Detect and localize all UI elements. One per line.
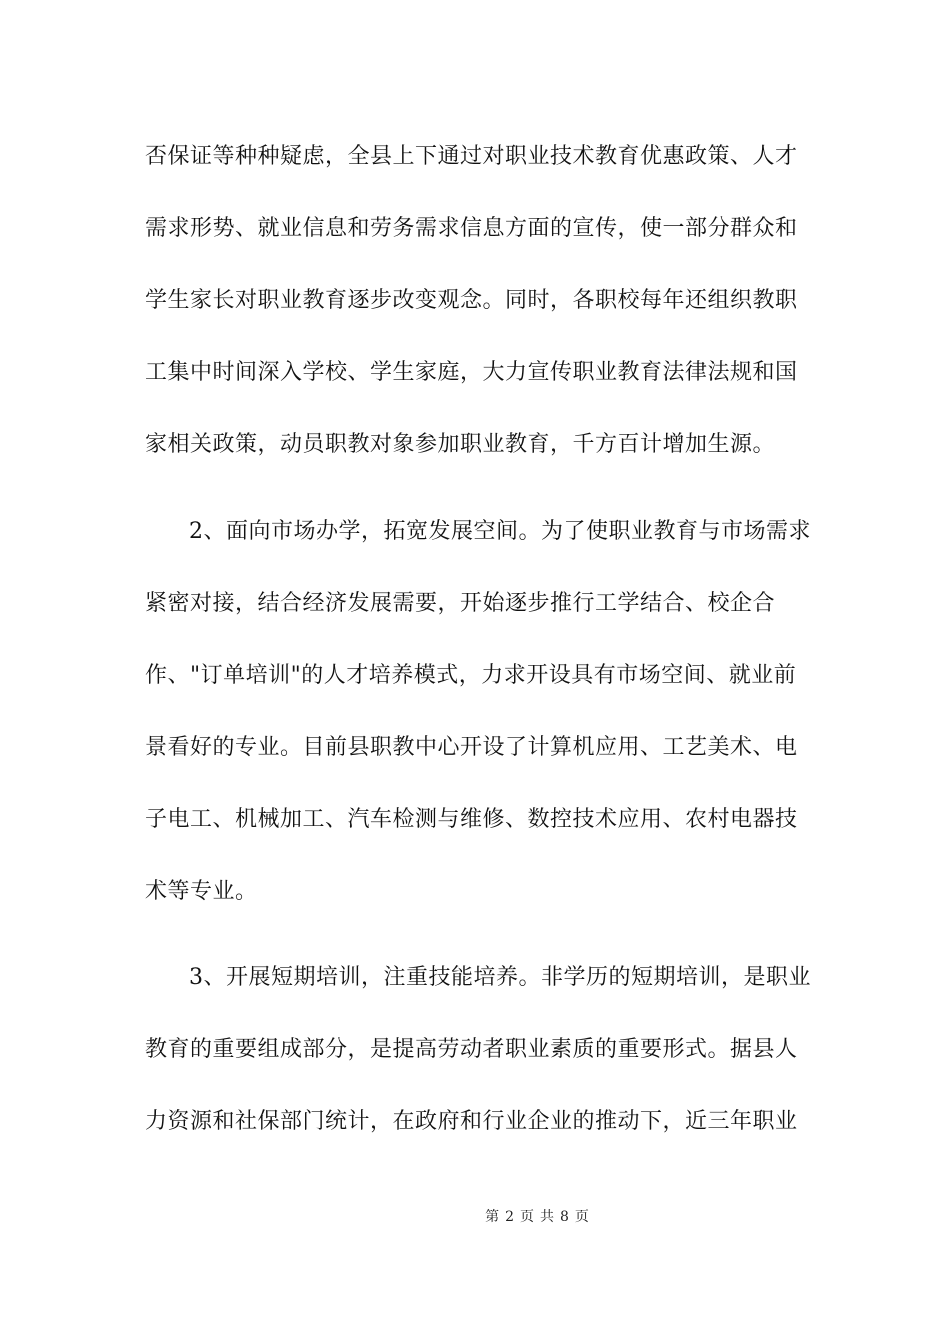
footer-suffix: 页 bbox=[574, 1209, 589, 1225]
page-footer bbox=[0, 1208, 950, 1226]
text-line: 家相关政策，动员职教对象参加职业教育，千方百计增加生源。 bbox=[145, 432, 776, 457]
text-line: 学生家长对职业教育逐步改变观念。同时，各职校每年还组织教职 bbox=[145, 288, 798, 313]
text-line: 需求形势、就业信息和劳务需求信息方面的宣传，使一部分群众和 bbox=[145, 216, 798, 241]
text-line: 否保证等种种疑虑，全县上下通过对职业技术教育优惠政策、人才 bbox=[145, 144, 798, 169]
footer-page-word: 页 bbox=[520, 1209, 534, 1225]
text-line: 教育的重要组成部分，是提高劳动者职业素质的重要形式。据县人 bbox=[145, 1037, 798, 1062]
text-line: 作、"订单培训"的人才培养模式，力求开设具有市场空间、就业前 bbox=[145, 663, 797, 688]
footer-total-prefix: 共 bbox=[540, 1209, 554, 1225]
text-line: 子电工、机械加工、汽车检测与维修、数控技术应用、农村电器技 bbox=[145, 807, 798, 832]
paragraph-start-line: 3、开展短期培训，注重技能培养。非学历的短期培训，是职业 bbox=[189, 965, 811, 990]
text-line: 术等专业。 bbox=[145, 879, 258, 904]
text-line: 工集中时间深入学校、学生家庭，大力宣传职业教育法律法规和国 bbox=[145, 360, 798, 385]
footer-current-page: 2 bbox=[505, 1209, 514, 1225]
text-line: 景看好的专业。目前县职教中心开设了计算机应用、工艺美术、电 bbox=[145, 735, 798, 760]
footer-prefix: 第 bbox=[485, 1209, 500, 1225]
paragraph-start-line: 2、面向市场办学，拓宽发展空间。为了使职业教育与市场需求 bbox=[189, 519, 811, 544]
footer-total-pages: 8 bbox=[560, 1209, 569, 1225]
text-line: 紧密对接，结合经济发展需要，开始逐步推行工学结合、校企合 bbox=[145, 591, 776, 616]
text-line: 力资源和社保部门统计，在政府和行业企业的推动下，近三年职业 bbox=[145, 1109, 798, 1134]
